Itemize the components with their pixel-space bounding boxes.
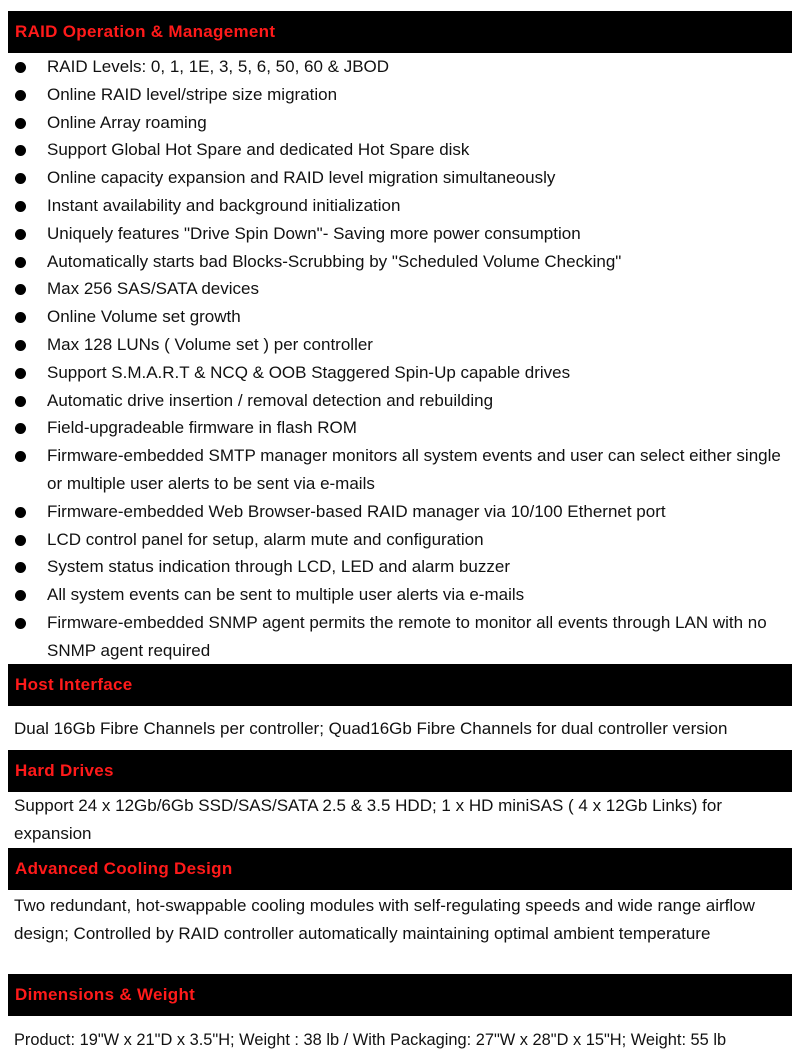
list-item (0, 220, 800, 248)
section-header-dimensions (8, 974, 792, 1016)
section-title-hard-drives: Hard Drives (15, 761, 114, 780)
section-header-host-interface (8, 664, 792, 706)
bullet-icon (15, 590, 26, 601)
section-title-host-interface: Host Interface (15, 675, 133, 694)
dimensions-text: Product: 19"W x 21"D x 3.5"H; Weight : 38 lb / With Packaging: 27"W x 28"D x 15"H; Weight: 55 lb (14, 1031, 727, 1049)
bullet-icon (15, 312, 26, 323)
list-item (0, 81, 800, 109)
list-item (0, 526, 800, 554)
list-item (0, 442, 800, 498)
list-item-text: Field-upgradeable firmware in flash ROM (47, 418, 357, 438)
list-item (0, 109, 800, 137)
section-title-dimensions: Dimensions & Weight (15, 985, 196, 1004)
list-item-text: Max 128 LUNs ( Volume set ) per controller (47, 334, 373, 354)
bullet-icon (15, 118, 26, 129)
bullet-icon (15, 535, 26, 546)
raid-feature-list (0, 53, 800, 665)
bullet-icon (15, 396, 26, 407)
section-header-raid (8, 11, 792, 53)
bullet-icon (15, 284, 26, 295)
list-item (0, 414, 800, 442)
bullet-icon (15, 368, 26, 379)
list-item (0, 192, 800, 220)
list-item-text: Uniquely features "Drive Spin Down"- Saving more power consumption (47, 223, 581, 243)
list-item-text: RAID Levels: 0, 1, 1E, 3, 5, 6, 50, 60 & JBOD (47, 57, 390, 76)
list-item (0, 303, 800, 331)
section-title-raid: RAID Operation & Management (15, 22, 276, 41)
hard-drives-text: Support 24 x 12Gb/6Gb SSD/SAS/SATA 2.5 & 3.5 HDD; 1 x HD miniSAS ( 4 x 12Gb Links) for expansion (14, 796, 723, 843)
list-item (0, 164, 800, 192)
list-item (0, 275, 800, 303)
list-item-text: Online capacity expansion and RAID level migration simultaneously (47, 168, 556, 188)
list-item (0, 248, 800, 276)
bullet-icon (15, 90, 26, 101)
list-item (0, 387, 800, 415)
list-item-text: Max 256 SAS/SATA devices (47, 279, 259, 299)
list-item-text: Firmware-embedded Web Browser-based RAID manager via 10/100 Ethernet port (47, 501, 666, 521)
list-item-text: Firmware-embedded SNMP agent permits the remote to monitor all events through LAN with no SNMP agent required (47, 612, 767, 660)
bullet-icon (15, 340, 26, 351)
list-item-text: LCD control panel for setup, alarm mute and configuration (47, 529, 484, 549)
list-item-text: System status indication through LCD, LED and alarm buzzer (47, 557, 511, 577)
bullet-icon (15, 451, 26, 462)
list-item (0, 553, 800, 581)
list-item-text: Instant availability and background initialization (47, 195, 401, 215)
section-title-cooling: Advanced Cooling Design (15, 859, 233, 878)
bullet-icon (15, 423, 26, 434)
bullet-icon (15, 257, 26, 268)
list-item-text: Online RAID level/stripe size migration (47, 84, 338, 104)
list-item (0, 581, 800, 609)
list-item (0, 136, 800, 164)
section-header-cooling (8, 848, 792, 890)
bullet-icon (15, 201, 26, 212)
bullet-icon (15, 507, 26, 518)
list-item (0, 609, 800, 665)
list-item (0, 498, 800, 526)
list-item (0, 359, 800, 387)
host-interface-text: Dual 16Gb Fibre Channels per controller; Quad16Gb Fibre Channels for dual controller version (14, 719, 728, 738)
bullet-icon (15, 173, 26, 184)
bullet-icon (15, 145, 26, 156)
list-item-text: Online Volume set growth (47, 307, 241, 327)
bullet-icon (15, 562, 26, 573)
list-item-text: Support Global Hot Spare and dedicated Hot Spare disk (47, 140, 470, 160)
list-item-text: Automatically starts bad Blocks-Scrubbing by "Scheduled Volume Checking" (47, 251, 622, 271)
bullet-icon (15, 618, 26, 629)
list-item-text: All system events can be sent to multiple user alerts via e-mails (47, 585, 525, 605)
bullet-icon (15, 229, 26, 240)
list-item-text: Support S.M.A.R.T & NCQ & OOB Staggered Spin-Up capable drives (47, 362, 571, 382)
bullet-icon (15, 62, 26, 73)
list-item (0, 331, 800, 359)
list-item-text: Online Array roaming (47, 112, 207, 132)
list-item (0, 53, 800, 81)
cooling-text: Two redundant, hot-swappable cooling modules with self-regulating speeds and wide range airflow design; Controlled by RAID controller automatically maintaining optimal ambient temperature (14, 896, 755, 943)
list-item-text: Firmware-embedded SMTP manager monitors all system events and user can select either single or multiple user alerts to be sent via e-mails (47, 446, 781, 493)
section-header-hard-drives (8, 750, 792, 792)
list-item-text: Automatic drive insertion / removal detection and rebuilding (47, 390, 494, 410)
